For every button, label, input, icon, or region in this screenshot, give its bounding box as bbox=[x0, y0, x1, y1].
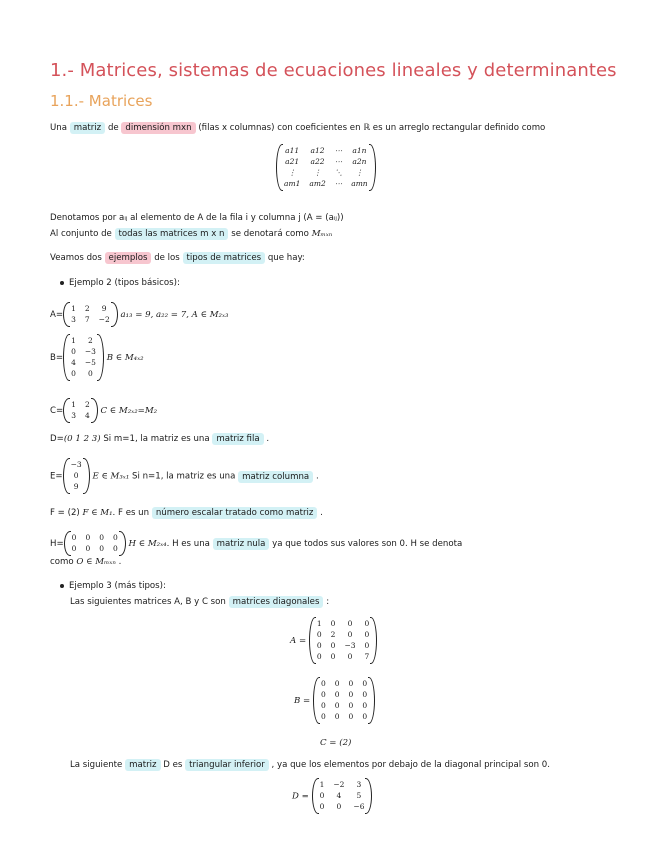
matrix-cell: 0 bbox=[71, 369, 76, 378]
highlight-tipos: tipos de matrices bbox=[183, 252, 266, 264]
matrix-cell: amn bbox=[351, 179, 368, 188]
matrix-cell: 0 bbox=[347, 630, 353, 639]
matrix-cell: 7 bbox=[364, 652, 370, 661]
matrix-cell: 0 bbox=[316, 630, 322, 639]
matrix-cell: 0 bbox=[316, 652, 322, 661]
matrix-cell: 0 bbox=[348, 690, 354, 699]
matrix-cell: 0 bbox=[362, 690, 368, 699]
matrix-cell: 0 bbox=[71, 533, 77, 542]
matrix-B-body bbox=[63, 334, 104, 381]
matrix-cell: 0 bbox=[348, 712, 354, 721]
matrix-cell: 0 bbox=[362, 712, 368, 721]
tri-line: La siguiente matriz D es triangular inferior , ya que los elementos por debajo de la diagonal principal son 0. bbox=[70, 760, 550, 770]
matrix-cell: 0 bbox=[319, 791, 325, 800]
matrix-cell: 9 bbox=[101, 304, 107, 313]
highlight-matriz-columna: matriz columna bbox=[238, 471, 313, 483]
matrix-cell: 0 bbox=[316, 641, 322, 650]
matrix-cell: 4 bbox=[71, 358, 76, 367]
example-D: D=(0 1 2 3) Si m=1, la matriz es una matriz fila . bbox=[50, 434, 270, 444]
matrix-A2-body bbox=[309, 617, 377, 664]
denote-line-1: Denotamos por aᵢⱼ al elemento de A de la fila i y columna j (A = (aᵢⱼ)) bbox=[50, 213, 344, 223]
matrix-A2: A = 1 0 0 0 0 2 0 0 0 0 −3 0 0 0 0 7 bbox=[290, 617, 377, 664]
matrix-cell: 0 bbox=[330, 619, 336, 628]
matrix-cell: 2 bbox=[84, 304, 90, 313]
matrix-H-body bbox=[64, 531, 126, 556]
matrix-cell: 0 bbox=[320, 679, 326, 688]
matrix-cell: 0 bbox=[334, 690, 340, 699]
matrix-cell: 1 bbox=[71, 400, 76, 409]
matrix-cell: −5 bbox=[84, 358, 96, 367]
matrix-cell: 3 bbox=[71, 315, 76, 324]
general-matrix bbox=[276, 144, 376, 191]
matrix-cell: −2 bbox=[98, 315, 110, 324]
matrix-cell: ⋱ bbox=[334, 168, 343, 177]
matrix-cell: 0 bbox=[85, 533, 91, 542]
matrix-cell: 0 bbox=[319, 802, 325, 811]
matrix-D2: D = 1 −2 3 0 4 5 0 0 −6 bbox=[292, 778, 372, 814]
matrix-A-body bbox=[63, 302, 118, 327]
matrix-B2: B = 0 0 0 0 0 0 0 0 0 0 0 0 0 0 0 0 bbox=[294, 677, 375, 724]
matrix-cell: −3 bbox=[70, 460, 82, 469]
matrix-cell: 7 bbox=[84, 315, 90, 324]
matrix-cell: 0 bbox=[85, 544, 91, 553]
example-F: F = (2) F ∈ M₁. F es un número escalar tratado como matriz . bbox=[50, 508, 323, 518]
matrix-cell: 0 bbox=[334, 701, 340, 710]
highlight-dimension: dimensión mxn bbox=[121, 122, 195, 134]
matrix-cell: 0 bbox=[364, 619, 370, 628]
matrix-cell: 0 bbox=[334, 679, 340, 688]
example-E: E= −3 0 9 E ∈ M₃ₓ₁ Si n=1, la matriz es una matriz columna . bbox=[50, 458, 319, 494]
matrix-cell: 0 bbox=[71, 347, 76, 356]
general-matrix-body bbox=[276, 144, 376, 191]
matrix-cell: 0 bbox=[88, 369, 93, 378]
matrix-cell: 2 bbox=[88, 336, 93, 345]
matrix-cell: 0 bbox=[336, 802, 342, 811]
matrix-cell: 4 bbox=[336, 791, 342, 800]
matrix-cell: 5 bbox=[356, 791, 362, 800]
matrix-cell: −3 bbox=[344, 641, 356, 650]
matrix-cell: 0 bbox=[362, 679, 368, 688]
highlight-matriz-fila: matriz fila bbox=[212, 433, 263, 445]
matrix-cell: −3 bbox=[84, 347, 96, 356]
matrix-cell: 0 bbox=[320, 701, 326, 710]
highlight-todas: todas las matrices m x n bbox=[115, 228, 229, 240]
matrix-cell: 2 bbox=[330, 630, 336, 639]
highlight-ejemplos: ejemplos bbox=[105, 252, 152, 264]
matrix-cell: 0 bbox=[364, 630, 370, 639]
matrix-cell: 0 bbox=[348, 701, 354, 710]
matrix-cell: am2 bbox=[309, 179, 326, 188]
matrix-C2: C = (2) bbox=[320, 738, 352, 748]
matrix-cell: 0 bbox=[364, 641, 370, 650]
bullet-icon bbox=[60, 281, 64, 285]
matrix-cell: 4 bbox=[84, 411, 90, 420]
highlight-matriz-2: matriz bbox=[125, 759, 160, 771]
highlight-diagonales: matrices diagonales bbox=[229, 596, 324, 608]
bullet-icon bbox=[60, 584, 64, 588]
matrix-cell: 0 bbox=[99, 544, 105, 553]
example-B: B= 1 2 0 −3 4 −5 0 0 B ∈ M₄ₓ₂ bbox=[50, 334, 144, 381]
matrix-B2-body bbox=[313, 677, 375, 724]
section-title: 1.1.- Matrices bbox=[50, 92, 153, 110]
matrix-cell: 1 bbox=[71, 304, 76, 313]
matrix-D2-body bbox=[312, 778, 373, 814]
ejemplo3-item: Ejemplo 3 (más tipos): bbox=[60, 580, 166, 592]
denote-line-2: Al conjunto de todas las matrices m x n se denotará como Mₘₓₙ bbox=[50, 229, 333, 239]
highlight-matriz: matriz bbox=[70, 122, 105, 134]
matrix-cell: a2n bbox=[352, 157, 367, 166]
matrix-cell: a11 bbox=[285, 146, 300, 155]
matrix-cell: 3 bbox=[71, 411, 76, 420]
matrix-cell: 0 bbox=[362, 701, 368, 710]
matrix-cell: 1 bbox=[319, 780, 325, 789]
example-H-line2: como O ∈ Mₘₓₙ . bbox=[50, 557, 122, 567]
intro-text: Una matriz de dimensión mxn (filas x columnas) con coeficientes en ℝ es un arreglo rectangular definido como bbox=[50, 123, 546, 133]
matrix-cell: 0 bbox=[99, 533, 105, 542]
matrix-E-body bbox=[63, 458, 90, 494]
matrix-C-body bbox=[63, 398, 98, 423]
example-A: A= 1 2 9 3 7 −2 a₁₃ = 9, a₂₂ = 7, A ∈ M₂ₓ₃ bbox=[50, 302, 228, 327]
matrix-cell: ⋮ bbox=[288, 168, 296, 177]
example-C: C= 1 2 3 4 C ∈ M₂ₓ₂=M₂ bbox=[50, 398, 157, 423]
matrix-cell: 1 bbox=[316, 619, 322, 628]
matrix-cell: 1 bbox=[71, 336, 76, 345]
ejemplo2-item: Ejemplo 2 (tipos básicos): bbox=[60, 277, 180, 289]
matrix-cell: 0 bbox=[71, 544, 77, 553]
example-H: H= 0 0 0 0 0 0 0 0 H ∈ M₂ₓ₄. H es una matriz nula ya que todos sus valores son 0. H se denota bbox=[50, 531, 462, 556]
matrix-cell: −2 bbox=[333, 780, 345, 789]
matrix-cell: ⋮ bbox=[355, 168, 364, 177]
matrix-cell: ⋮ bbox=[313, 168, 322, 177]
matrix-cell: 0 bbox=[113, 533, 118, 542]
matrix-cell: a12 bbox=[310, 146, 325, 155]
matrix-cell: a1n bbox=[352, 146, 367, 155]
highlight-escalar: número escalar tratado como matriz bbox=[152, 507, 318, 519]
matrix-cell: a22 bbox=[310, 157, 325, 166]
matrix-cell: ⋯ bbox=[334, 179, 343, 188]
matrix-cell: am1 bbox=[284, 179, 301, 188]
matrix-cell: 0 bbox=[347, 619, 353, 628]
matrix-cell: −6 bbox=[353, 802, 365, 811]
diag-line: Las siguientes matrices A, B y C son matrices diagonales : bbox=[70, 597, 330, 607]
matrix-cell: 0 bbox=[320, 712, 326, 721]
matrix-cell: 3 bbox=[356, 780, 362, 789]
matrix-cell: 0 bbox=[348, 679, 354, 688]
page-title: 1.- Matrices, sistemas de ecuaciones lineales y determinantes bbox=[50, 60, 617, 81]
matrix-cell: 0 bbox=[73, 471, 79, 480]
highlight-triangular: triangular inferior bbox=[185, 759, 269, 771]
matrix-cell: 2 bbox=[84, 400, 90, 409]
matrix-cell: ⋯ bbox=[334, 157, 343, 166]
matrix-cell: 0 bbox=[347, 652, 353, 661]
highlight-matriz-nula: matriz nula bbox=[213, 538, 270, 550]
veamos-line: Veamos dos ejemplos de los tipos de matrices que hay: bbox=[50, 253, 305, 263]
matrix-cell: 0 bbox=[320, 690, 326, 699]
matrix-cell: 0 bbox=[113, 544, 118, 553]
matrix-cell: 0 bbox=[334, 712, 340, 721]
matrix-cell: 0 bbox=[330, 641, 336, 650]
matrix-cell: 9 bbox=[73, 482, 79, 491]
matrix-cell: ⋯ bbox=[334, 146, 343, 155]
matrix-cell: 0 bbox=[330, 652, 336, 661]
matrix-cell: a21 bbox=[285, 157, 300, 166]
